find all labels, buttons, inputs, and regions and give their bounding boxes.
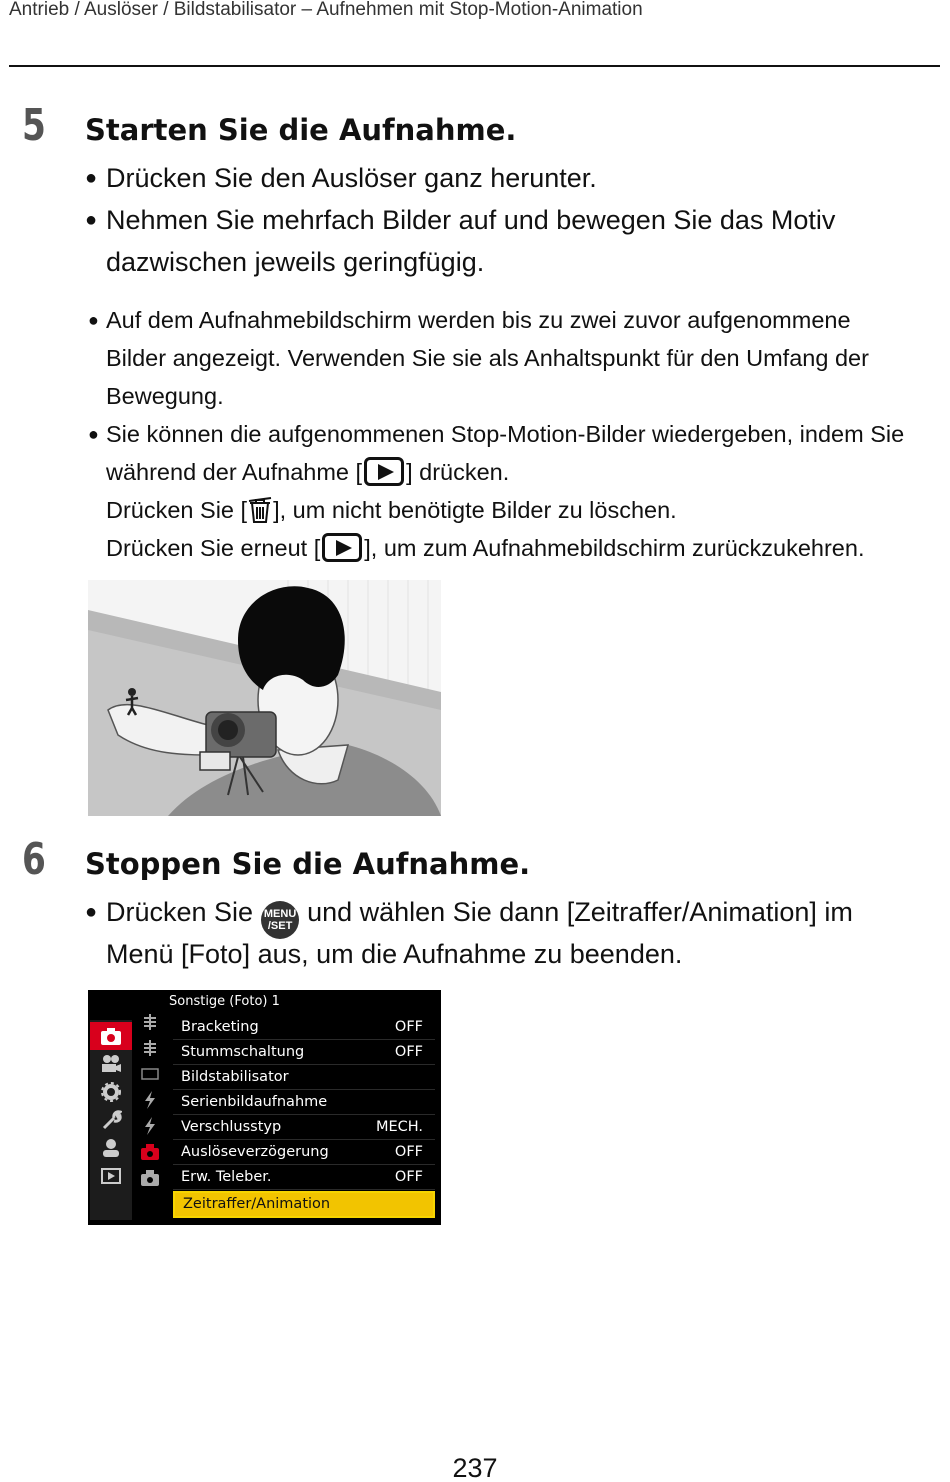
submenu-icon — [140, 1012, 160, 1032]
step-6-bullet-1-cont: Menü [Foto] aus, um die Aufnahme zu beenden. — [106, 939, 683, 969]
camera-icon — [100, 1026, 122, 1046]
wrench-icon — [100, 1110, 122, 1130]
menu-set-button-icon: MENU /SET — [261, 901, 299, 939]
bullet-dot: ● — [85, 901, 98, 923]
camera-menu-screenshot — [88, 990, 441, 1225]
flash-icon — [140, 1090, 160, 1110]
breadcrumb: Antrieb / Auslöser / Bildstabilisator – Aufnehmen mit Stop-Motion-Animation — [9, 0, 643, 20]
bullet-dot: ● — [85, 209, 98, 231]
camera-icon — [140, 1168, 160, 1188]
note-dot: ● — [88, 310, 99, 330]
tab-video[interactable] — [90, 1050, 132, 1078]
note-1-line-2: Bilder angezeigt. Verwenden Sie sie als Anhaltspunkt für den Umfang der — [106, 345, 869, 371]
tab-setup[interactable] — [90, 1106, 132, 1134]
stop-motion-illustration — [88, 580, 441, 816]
note-1-line-3: Bewegung. — [106, 383, 224, 409]
note-2-line-4: Drücken Sie erneut [ ], um zum Aufnahmebildschirm zurückzukehren. — [106, 535, 865, 561]
step-5-number: 5 — [22, 100, 46, 151]
note-2-line-2: während der Aufnahme [ ] drücken. — [106, 459, 510, 485]
person-icon — [100, 1138, 122, 1158]
menu-item-stummschaltung[interactable]: Stummschaltung OFF — [173, 1041, 435, 1065]
flash-icon — [140, 1116, 160, 1136]
menu-item-erw-teleber[interactable]: Erw. Teleber. OFF — [173, 1166, 435, 1190]
tab-custom[interactable] — [90, 1078, 132, 1106]
tab-photo[interactable] — [90, 1022, 132, 1050]
playback-icon — [100, 1166, 122, 1186]
note-dot: ● — [88, 424, 99, 444]
note-2-line-1: ● Sie können die aufgenommenen Stop-Motion-Bilder wiedergeben, indem Sie — [88, 415, 938, 453]
note-1-line-1: ● Auf dem Aufnahmebildschirm werden bis zu zwei zuvor aufgenommene — [88, 301, 938, 339]
trash-icon — [247, 495, 273, 525]
step-6-bullet-1: ● Drücken Sie MENU /SET und wählen Sie dann [Zeitraffer/Animation] im — [85, 891, 935, 939]
step-5-bullet-1: ● Drücken Sie den Auslöser ganz herunter. — [85, 157, 935, 199]
submenu-icon — [140, 1038, 160, 1058]
step-6-title: Stoppen Sie die Aufnahme. — [85, 847, 531, 881]
header-divider — [9, 65, 940, 67]
note-2-line-3: Drücken Sie [ ], um nicht benötigte Bilder zu löschen. — [106, 497, 677, 523]
menu-item-verschlusstyp[interactable]: Verschlusstyp MECH. — [173, 1116, 435, 1140]
tab-my-menu[interactable] — [90, 1134, 132, 1162]
menu-item-ausloeseverzoegerung[interactable]: Auslöseverzögerung OFF — [173, 1141, 435, 1165]
menu-item-serienbildaufnahme[interactable]: Serienbildaufnahme — [173, 1091, 435, 1115]
gear-icon — [100, 1082, 122, 1102]
menu-tab-bar — [90, 1020, 132, 1220]
menu-item-zeitraffer-animation[interactable]: Zeitraffer/Animation — [173, 1191, 435, 1218]
tab-playback[interactable] — [90, 1162, 132, 1190]
video-camera-icon — [100, 1054, 122, 1074]
step-5-bullet-2: ● Nehmen Sie mehrfach Bilder auf und bewegen Sie das Motiv — [85, 199, 935, 241]
step-6-number: 6 — [22, 834, 46, 885]
menu-item-bracketing[interactable]: Bracketing OFF — [173, 1016, 435, 1040]
menu-item-bildstabilisator[interactable]: Bildstabilisator — [173, 1066, 435, 1090]
camera-icon — [140, 1142, 160, 1162]
step-5-bullet-2-cont: dazwischen jeweils geringfügig. — [106, 247, 485, 277]
menu-header: Sonstige (Foto) 1 — [169, 994, 280, 1009]
playback-icon — [322, 533, 362, 562]
submenu-icon — [140, 1064, 160, 1084]
step-5-title: Starten Sie die Aufnahme. — [85, 113, 517, 147]
page-number: 237 — [452, 1453, 498, 1482]
bullet-dot: ● — [85, 167, 98, 189]
playback-icon — [364, 457, 404, 486]
